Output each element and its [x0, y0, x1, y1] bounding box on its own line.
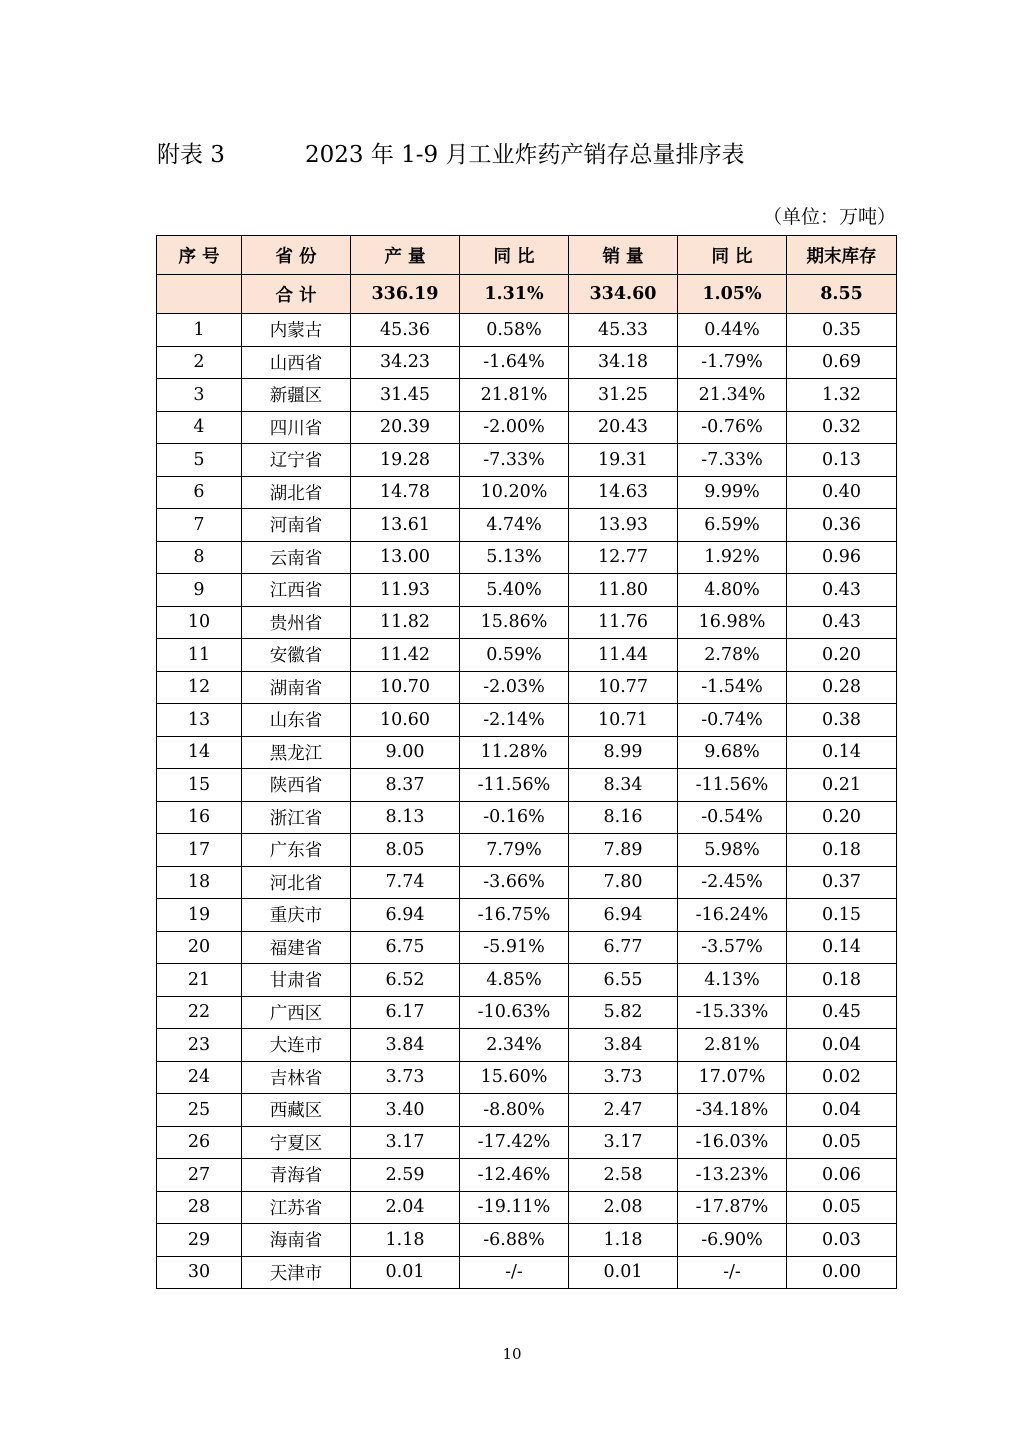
cell-rank: 2	[157, 346, 242, 379]
cell-rank: 17	[157, 834, 242, 867]
cell-production-yoy: -2.00%	[460, 411, 569, 444]
cell-production-yoy: -1.64%	[460, 346, 569, 379]
cell-production: 3.73	[351, 1061, 460, 1094]
column-header-sales-yoy: 同 比	[678, 236, 787, 275]
table-row	[157, 704, 897, 737]
cell-province: 浙江省	[242, 801, 351, 834]
cell-sales: 14.63	[569, 476, 678, 509]
page-title: 2023 年 1-9 月工业炸药产销存总量排序表	[305, 142, 745, 168]
cell-rank: 16	[157, 801, 242, 834]
table-row	[157, 1126, 897, 1159]
cell-province: 辽宁省	[242, 444, 351, 477]
cell-production-yoy: -19.11%	[460, 1191, 569, 1224]
cell-province: 河南省	[242, 509, 351, 542]
total-sales: 334.60	[569, 275, 678, 314]
table-row	[157, 1094, 897, 1127]
table-row	[157, 1029, 897, 1062]
table-row	[157, 866, 897, 899]
cell-production: 6.17	[351, 996, 460, 1029]
table-row	[157, 606, 897, 639]
cell-sales: 7.89	[569, 834, 678, 867]
cell-sales: 31.25	[569, 379, 678, 412]
cell-production: 11.82	[351, 606, 460, 639]
cell-rank: 11	[157, 639, 242, 672]
cell-inventory: 0.04	[787, 1029, 897, 1062]
cell-sales-yoy: 6.59%	[678, 509, 787, 542]
cell-inventory: 0.38	[787, 704, 897, 737]
cell-production: 9.00	[351, 736, 460, 769]
cell-production-yoy: 15.86%	[460, 606, 569, 639]
cell-sales: 8.34	[569, 769, 678, 802]
cell-rank: 22	[157, 996, 242, 1029]
cell-rank: 18	[157, 866, 242, 899]
cell-province: 大连市	[242, 1029, 351, 1062]
table-row	[157, 541, 897, 574]
cell-sales: 20.43	[569, 411, 678, 444]
cell-sales-yoy: -16.24%	[678, 899, 787, 932]
cell-province: 山东省	[242, 704, 351, 737]
cell-production: 7.74	[351, 866, 460, 899]
column-header-production-yoy: 同 比	[460, 236, 569, 275]
cell-production: 3.84	[351, 1029, 460, 1062]
cell-sales: 1.18	[569, 1224, 678, 1257]
cell-sales: 2.47	[569, 1094, 678, 1127]
cell-province: 海南省	[242, 1224, 351, 1257]
cell-production: 8.05	[351, 834, 460, 867]
cell-province: 安徽省	[242, 639, 351, 672]
production-sales-inventory-table	[156, 235, 897, 1289]
cell-sales-yoy: -15.33%	[678, 996, 787, 1029]
cell-province: 天津市	[242, 1256, 351, 1289]
cell-rank: 9	[157, 574, 242, 607]
cell-sales: 3.84	[569, 1029, 678, 1062]
cell-sales: 19.31	[569, 444, 678, 477]
cell-production-yoy: 0.59%	[460, 639, 569, 672]
cell-production-yoy: -3.66%	[460, 866, 569, 899]
cell-sales-yoy: -1.79%	[678, 346, 787, 379]
cell-production-yoy: -17.42%	[460, 1126, 569, 1159]
cell-rank: 1	[157, 314, 242, 347]
cell-province: 福建省	[242, 931, 351, 964]
cell-province: 广西区	[242, 996, 351, 1029]
cell-production: 2.04	[351, 1191, 460, 1224]
cell-sales: 11.44	[569, 639, 678, 672]
cell-province: 黑龙江	[242, 736, 351, 769]
cell-inventory: 0.14	[787, 931, 897, 964]
cell-sales-yoy: -2.45%	[678, 866, 787, 899]
table-row	[157, 996, 897, 1029]
cell-sales-yoy: -0.74%	[678, 704, 787, 737]
cell-production-yoy: 0.58%	[460, 314, 569, 347]
cell-production-yoy: 21.81%	[460, 379, 569, 412]
cell-inventory: 1.32	[787, 379, 897, 412]
cell-rank: 10	[157, 606, 242, 639]
cell-inventory: 0.32	[787, 411, 897, 444]
total-label: 合 计	[242, 275, 351, 314]
cell-rank: 20	[157, 931, 242, 964]
cell-sales-yoy: -11.56%	[678, 769, 787, 802]
cell-province: 青海省	[242, 1159, 351, 1192]
cell-rank: 7	[157, 509, 242, 542]
cell-production-yoy: 4.74%	[460, 509, 569, 542]
cell-inventory: 0.43	[787, 606, 897, 639]
table-row	[157, 444, 897, 477]
cell-inventory: 0.06	[787, 1159, 897, 1192]
unit-note: （单位：万吨）	[762, 206, 896, 228]
cell-production-yoy: -/-	[460, 1256, 569, 1289]
cell-production-yoy: -7.33%	[460, 444, 569, 477]
cell-province: 河北省	[242, 866, 351, 899]
cell-production: 45.36	[351, 314, 460, 347]
table-row	[157, 736, 897, 769]
table-row	[157, 411, 897, 444]
cell-rank: 21	[157, 964, 242, 997]
column-header-rank: 序 号	[157, 236, 242, 275]
cell-production-yoy: -8.80%	[460, 1094, 569, 1127]
cell-province: 宁夏区	[242, 1126, 351, 1159]
cell-production: 6.52	[351, 964, 460, 997]
cell-province: 江苏省	[242, 1191, 351, 1224]
cell-production-yoy: -11.56%	[460, 769, 569, 802]
table-row	[157, 964, 897, 997]
cell-province: 贵州省	[242, 606, 351, 639]
cell-inventory: 0.04	[787, 1094, 897, 1127]
cell-sales: 8.16	[569, 801, 678, 834]
cell-production: 10.60	[351, 704, 460, 737]
cell-sales-yoy: -34.18%	[678, 1094, 787, 1127]
cell-inventory: 0.20	[787, 639, 897, 672]
table-row	[157, 671, 897, 704]
cell-production: 20.39	[351, 411, 460, 444]
cell-inventory: 0.40	[787, 476, 897, 509]
cell-province: 广东省	[242, 834, 351, 867]
cell-sales: 3.17	[569, 1126, 678, 1159]
cell-rank: 5	[157, 444, 242, 477]
cell-sales: 10.71	[569, 704, 678, 737]
cell-sales: 12.77	[569, 541, 678, 574]
table-row	[157, 509, 897, 542]
cell-rank: 25	[157, 1094, 242, 1127]
column-header-production: 产 量	[351, 236, 460, 275]
cell-production: 14.78	[351, 476, 460, 509]
cell-production: 8.37	[351, 769, 460, 802]
cell-sales-yoy: -1.54%	[678, 671, 787, 704]
cell-sales: 10.77	[569, 671, 678, 704]
cell-production-yoy: 4.85%	[460, 964, 569, 997]
cell-sales-yoy: -16.03%	[678, 1126, 787, 1159]
cell-inventory: 0.03	[787, 1224, 897, 1257]
cell-sales: 2.58	[569, 1159, 678, 1192]
cell-sales-yoy: 2.81%	[678, 1029, 787, 1062]
cell-province: 吉林省	[242, 1061, 351, 1094]
total-production: 336.19	[351, 275, 460, 314]
cell-inventory: 0.35	[787, 314, 897, 347]
cell-sales: 34.18	[569, 346, 678, 379]
table-row	[157, 379, 897, 412]
cell-sales-yoy: 9.68%	[678, 736, 787, 769]
table-row	[157, 314, 897, 347]
cell-province: 甘肃省	[242, 964, 351, 997]
table-header-row	[157, 236, 897, 275]
cell-inventory: 0.15	[787, 899, 897, 932]
cell-inventory: 0.69	[787, 346, 897, 379]
cell-sales: 13.93	[569, 509, 678, 542]
cell-production-yoy: -12.46%	[460, 1159, 569, 1192]
cell-province: 陕西省	[242, 769, 351, 802]
cell-inventory: 0.96	[787, 541, 897, 574]
cell-production-yoy: -6.88%	[460, 1224, 569, 1257]
column-header-inventory: 期末库存	[787, 236, 897, 275]
cell-production-yoy: 10.20%	[460, 476, 569, 509]
cell-rank: 30	[157, 1256, 242, 1289]
cell-sales: 7.80	[569, 866, 678, 899]
column-header-province: 省 份	[242, 236, 351, 275]
cell-production: 3.17	[351, 1126, 460, 1159]
cell-sales-yoy: -/-	[678, 1256, 787, 1289]
cell-sales-yoy: -7.33%	[678, 444, 787, 477]
cell-province: 重庆市	[242, 899, 351, 932]
table-row	[157, 1061, 897, 1094]
cell-sales: 5.82	[569, 996, 678, 1029]
table-row	[157, 1191, 897, 1224]
cell-production: 11.42	[351, 639, 460, 672]
cell-sales-yoy: 2.78%	[678, 639, 787, 672]
cell-inventory: 0.05	[787, 1126, 897, 1159]
cell-inventory: 0.20	[787, 801, 897, 834]
cell-production-yoy: -2.14%	[460, 704, 569, 737]
cell-inventory: 0.43	[787, 574, 897, 607]
cell-province: 新疆区	[242, 379, 351, 412]
cell-sales-yoy: 16.98%	[678, 606, 787, 639]
cell-inventory: 0.00	[787, 1256, 897, 1289]
cell-sales-yoy: -17.87%	[678, 1191, 787, 1224]
cell-rank: 28	[157, 1191, 242, 1224]
cell-rank: 24	[157, 1061, 242, 1094]
cell-production-yoy: -5.91%	[460, 931, 569, 964]
cell-sales-yoy: -0.54%	[678, 801, 787, 834]
appendix-label: 附表 3	[157, 142, 225, 168]
cell-rank: 26	[157, 1126, 242, 1159]
cell-production-yoy: -16.75%	[460, 899, 569, 932]
cell-production: 6.94	[351, 899, 460, 932]
cell-production-yoy: 7.79%	[460, 834, 569, 867]
cell-sales: 6.94	[569, 899, 678, 932]
total-row	[157, 275, 897, 314]
table-row	[157, 346, 897, 379]
cell-production: 13.00	[351, 541, 460, 574]
cell-production-yoy: 5.40%	[460, 574, 569, 607]
cell-inventory: 0.05	[787, 1191, 897, 1224]
cell-sales-yoy: -0.76%	[678, 411, 787, 444]
cell-sales-yoy: 21.34%	[678, 379, 787, 412]
cell-sales: 8.99	[569, 736, 678, 769]
cell-production-yoy: -2.03%	[460, 671, 569, 704]
cell-rank: 13	[157, 704, 242, 737]
cell-sales: 11.76	[569, 606, 678, 639]
total-sales-yoy: 1.05%	[678, 275, 787, 314]
cell-inventory: 0.14	[787, 736, 897, 769]
cell-inventory: 0.02	[787, 1061, 897, 1094]
cell-inventory: 0.18	[787, 834, 897, 867]
cell-production: 3.40	[351, 1094, 460, 1127]
cell-rank: 6	[157, 476, 242, 509]
cell-sales-yoy: 1.92%	[678, 541, 787, 574]
title-row	[157, 136, 897, 170]
table-row	[157, 931, 897, 964]
table-row	[157, 769, 897, 802]
cell-production-yoy: -0.16%	[460, 801, 569, 834]
cell-province: 内蒙古	[242, 314, 351, 347]
cell-production-yoy: 5.13%	[460, 541, 569, 574]
cell-rank: 12	[157, 671, 242, 704]
cell-production: 2.59	[351, 1159, 460, 1192]
table-row	[157, 1159, 897, 1192]
cell-sales-yoy: 0.44%	[678, 314, 787, 347]
cell-sales: 0.01	[569, 1256, 678, 1289]
cell-rank: 14	[157, 736, 242, 769]
cell-province: 湖北省	[242, 476, 351, 509]
cell-production: 13.61	[351, 509, 460, 542]
cell-production: 10.70	[351, 671, 460, 704]
cell-rank: 23	[157, 1029, 242, 1062]
cell-inventory: 0.13	[787, 444, 897, 477]
cell-production: 0.01	[351, 1256, 460, 1289]
cell-province: 云南省	[242, 541, 351, 574]
table-row	[157, 574, 897, 607]
cell-production: 34.23	[351, 346, 460, 379]
cell-production: 8.13	[351, 801, 460, 834]
cell-sales-yoy: -13.23%	[678, 1159, 787, 1192]
cell-sales-yoy: 4.13%	[678, 964, 787, 997]
cell-rank: 8	[157, 541, 242, 574]
cell-inventory: 0.18	[787, 964, 897, 997]
cell-inventory: 0.36	[787, 509, 897, 542]
cell-rank: 29	[157, 1224, 242, 1257]
cell-inventory: 0.45	[787, 996, 897, 1029]
total-production-yoy: 1.31%	[460, 275, 569, 314]
cell-sales: 3.73	[569, 1061, 678, 1094]
table-row	[157, 1224, 897, 1257]
cell-sales: 11.80	[569, 574, 678, 607]
cell-province: 湖南省	[242, 671, 351, 704]
cell-sales: 6.55	[569, 964, 678, 997]
cell-production: 6.75	[351, 931, 460, 964]
cell-rank: 15	[157, 769, 242, 802]
table-row	[157, 834, 897, 867]
cell-production-yoy: -10.63%	[460, 996, 569, 1029]
cell-province: 山西省	[242, 346, 351, 379]
cell-sales-yoy: 4.80%	[678, 574, 787, 607]
cell-production: 1.18	[351, 1224, 460, 1257]
cell-production-yoy: 11.28%	[460, 736, 569, 769]
cell-sales-yoy: 17.07%	[678, 1061, 787, 1094]
cell-production: 31.45	[351, 379, 460, 412]
table-row	[157, 801, 897, 834]
cell-inventory: 0.21	[787, 769, 897, 802]
cell-sales-yoy: 5.98%	[678, 834, 787, 867]
cell-production: 19.28	[351, 444, 460, 477]
table-row	[157, 476, 897, 509]
cell-sales: 6.77	[569, 931, 678, 964]
total-inventory: 8.55	[787, 275, 897, 314]
cell-production: 11.93	[351, 574, 460, 607]
cell-sales-yoy: 9.99%	[678, 476, 787, 509]
cell-rank: 3	[157, 379, 242, 412]
cell-rank: 19	[157, 899, 242, 932]
page-number: 10	[502, 1345, 522, 1363]
cell-province: 四川省	[242, 411, 351, 444]
cell-rank: 4	[157, 411, 242, 444]
cell-province: 江西省	[242, 574, 351, 607]
column-header-sales: 销 量	[569, 236, 678, 275]
cell-sales: 45.33	[569, 314, 678, 347]
table-row	[157, 1256, 897, 1289]
cell-production-yoy: 2.34%	[460, 1029, 569, 1062]
cell-sales-yoy: -6.90%	[678, 1224, 787, 1257]
table-row	[157, 899, 897, 932]
cell-production-yoy: 15.60%	[460, 1061, 569, 1094]
cell-sales-yoy: -3.57%	[678, 931, 787, 964]
cell-inventory: 0.28	[787, 671, 897, 704]
cell-rank: 27	[157, 1159, 242, 1192]
table-row	[157, 639, 897, 672]
cell-inventory: 0.37	[787, 866, 897, 899]
cell-sales: 2.08	[569, 1191, 678, 1224]
total-rank	[157, 275, 242, 314]
cell-province: 西藏区	[242, 1094, 351, 1127]
